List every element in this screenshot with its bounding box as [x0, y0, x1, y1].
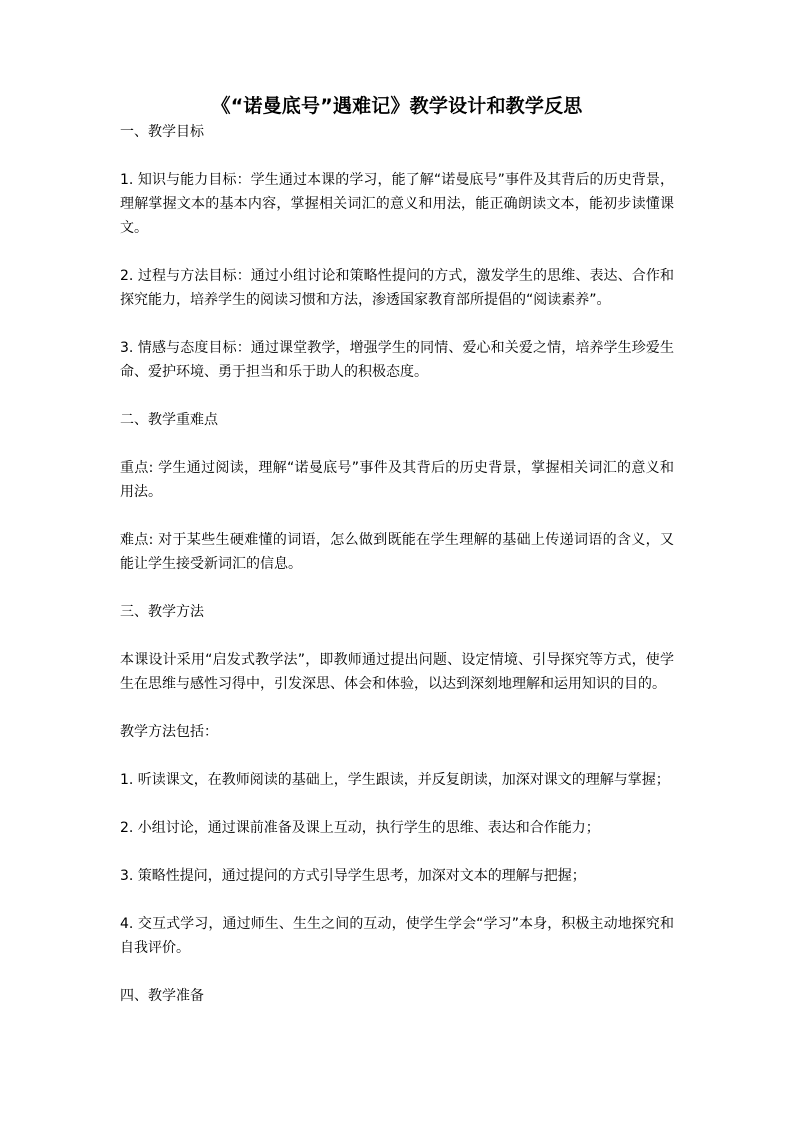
goal-item-3: 3. 情感与态度目标：通过课堂教学，增强学生的同情、爱心和关爱之情，培养学生珍爱生命、爱护环境、勇于担当和乐于助人的积极态度。: [120, 340, 674, 380]
methods-list-intro: 教学方法包括：: [120, 724, 218, 740]
document-page: [120, 94, 674, 1008]
keypoint-difficulty: 难点: 对于某些生硬难懂的词语，怎么做到既能在学生理解的基础上传递词语的含义，又能让学生接受新词汇的信息。: [120, 532, 674, 572]
document-title: 《“诺曼底号”遇难记》教学设计和教学反思: [211, 95, 583, 117]
method-item-3: 3. 策略性提问，通过提问的方式引导学生思考，加深对文本的理解与把握；: [120, 868, 586, 884]
section-heading-goals: 一、教学目标: [120, 124, 204, 140]
method-item-2: 2. 小组讨论，通过课前准备及课上互动，执行学生的思维、表达和合作能力；: [120, 820, 600, 836]
section-heading-methods: 三、教学方法: [120, 604, 204, 620]
keypoint-focus: 重点: 学生通过阅读，理解“诺曼底号”事件及其背后的历史背景，掌握相关词汇的意义和用法。: [120, 460, 674, 500]
section-heading-keypoints: 二、教学重难点: [120, 412, 218, 428]
method-item-1: 1. 听读课文，在教师阅读的基础上，学生跟读，并反复朗读，加深对课文的理解与掌握；: [120, 772, 670, 788]
method-item-4: 4. 交互式学习，通过师生、生生之间的互动，使学生学会“学习”本身，积极主动地探究和自我评价。: [120, 916, 674, 956]
goal-item-1: 1. 知识与能力目标：学生通过本课的学习，能了解“诺曼底号”事件及其背后的历史背景，理解掌握文本的基本内容，掌握相关词汇的意义和用法，能正确朗读文本，能初步读懂课文。: [120, 172, 674, 236]
goal-item-2: 2. 过程与方法目标：通过小组讨论和策略性提问的方式，激发学生的思维、表达、合作和探究能力，培养学生的阅读习惯和方法，渗透国家教育部所提倡的“阅读素养”。: [120, 268, 674, 308]
section-heading-preparation: 四、教学准备: [120, 988, 204, 1004]
methods-intro: 本课设计采用“启发式教学法”，即教师通过提出问题、设定情境、引导探究等方式，使学生在思维与感性习得中，引发深思、体会和体验，以达到深刻地理解和运用知识的目的。: [120, 652, 674, 692]
